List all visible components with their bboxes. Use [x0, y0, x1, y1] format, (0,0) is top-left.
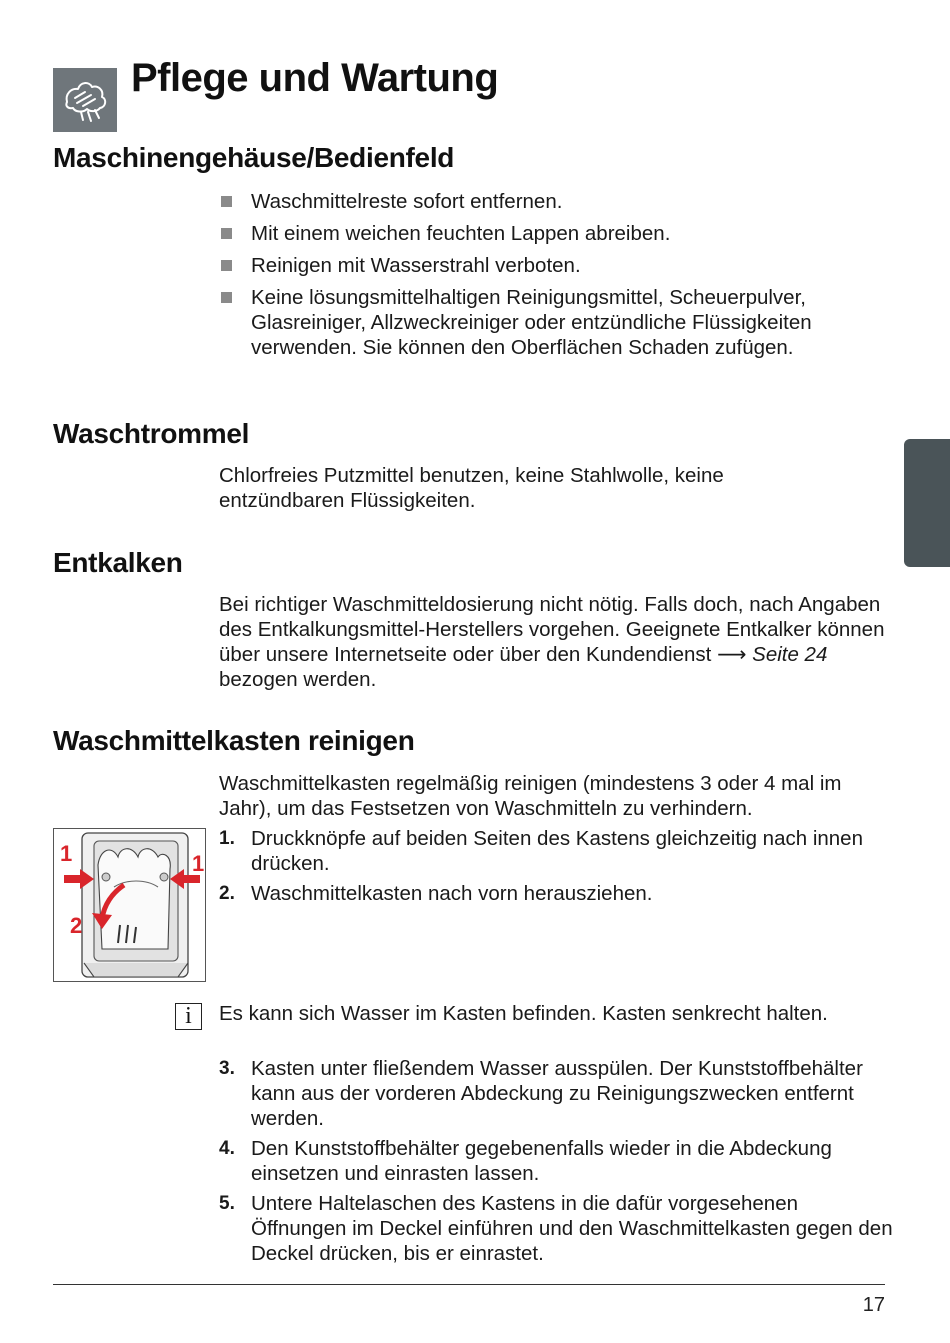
detergent-drawer-illustration — [53, 828, 206, 982]
step-number: 2. — [219, 883, 235, 904]
step-number: 1. — [219, 828, 235, 849]
page-title: Pflege und Wartung — [131, 56, 499, 100]
bullet-square-icon — [221, 228, 232, 239]
entkalken-text-part: Bei richtiger Waschmitteldosierung nicht nötig. Falls doch, nach Angaben des Entkalkungsmittel-Herstellers vorgehen. Geeignete Entkalker können über unsere Internetseite oder über den Kundendienst — [219, 593, 885, 666]
bullet-square-icon — [221, 292, 232, 303]
list-item — [219, 253, 899, 278]
list-item — [219, 285, 899, 360]
footer-divider — [53, 1284, 885, 1285]
page-reference-link[interactable]: Seite 24 — [752, 643, 828, 666]
step-number: 4. — [219, 1138, 235, 1159]
entkalken-text — [219, 592, 899, 692]
step-number: 3. — [219, 1058, 235, 1079]
entkalken-text-part: bezogen werden. — [219, 668, 377, 691]
list-item — [219, 1056, 899, 1131]
kasten-steps-b — [219, 1056, 899, 1271]
gehaeuse-bullet-list — [219, 189, 899, 367]
waschtrommel-text: Chlorfreies Putzmittel benutzen, keine Stahlwolle, keine entzündbaren Flüssigkeiten. — [219, 464, 724, 512]
list-item — [219, 1136, 899, 1186]
figure-label-1-right: 1 — [192, 851, 205, 876]
bullet-text: Waschmittelreste sofort entfernen. — [251, 190, 563, 213]
list-item — [219, 221, 899, 246]
bullet-square-icon — [221, 260, 232, 271]
step-text: Kasten unter fließendem Wasser ausspülen. Der Kunststoffbehälter kann aus der vorderen Abdeckung zu Reinigungszwecken entfernt werden. — [251, 1057, 863, 1130]
bullet-text: Reinigen mit Wasserstrahl verboten. — [251, 254, 581, 277]
bullet-text: Mit einem weichen feuchten Lappen abreiben. — [251, 222, 671, 245]
info-note-text: Es kann sich Wasser im Kasten befinden. Kasten senkrecht halten. — [219, 1002, 828, 1025]
step-number: 5. — [219, 1193, 235, 1214]
heading-entkalken: Entkalken — [53, 547, 183, 578]
step-text: Waschmittelkasten nach vorn herausziehen. — [251, 882, 653, 905]
bullet-square-icon — [221, 196, 232, 207]
kasten-intro-text: Waschmittelkasten regelmäßig reinigen (mindestens 3 oder 4 mal im Jahr), um das Festsetzen von Waschmitteln zu verhindern. — [219, 772, 842, 820]
heading-waschmittelkasten: Waschmittelkasten reinigen — [53, 725, 415, 756]
list-item — [219, 881, 899, 906]
chapter-tab — [904, 439, 950, 567]
hand-wipe-icon — [53, 68, 117, 132]
list-item — [219, 189, 899, 214]
heading-gehaeuse: Maschinengehäuse/Bedienfeld — [53, 142, 455, 173]
bullet-text: Keine lösungsmittelhaltigen Reinigungsmittel, Scheuerpulver, Glasreiniger, Allzweckreiniger oder entzündliche Flüssigkeiten verwenden. Sie können den Oberflächen Schaden zufügen. — [251, 286, 812, 359]
info-icon: i — [175, 1003, 202, 1030]
page-number: 17 — [862, 1294, 885, 1316]
step-text: Druckknöpfe auf beiden Seiten des Kastens gleichzeitig nach innen drücken. — [251, 827, 863, 875]
step-text: Untere Haltelaschen des Kastens in die dafür vorgesehenen Öffnungen im Deckel einführen und den Waschmittelkasten gegen den Deckel drücken, bis er einrastet. — [251, 1192, 893, 1265]
arrow-right-icon: ⟶ — [717, 643, 747, 666]
figure-label-2: 2 — [70, 913, 83, 938]
kasten-steps-a — [219, 826, 899, 911]
list-item — [219, 826, 899, 876]
figure-label-1-left: 1 — [60, 841, 73, 866]
list-item — [219, 1191, 899, 1266]
heading-waschtrommel: Waschtrommel — [53, 418, 250, 449]
step-text: Den Kunststoffbehälter gegebenenfalls wieder in die Abdeckung einsetzen und einrasten lassen. — [251, 1137, 832, 1185]
